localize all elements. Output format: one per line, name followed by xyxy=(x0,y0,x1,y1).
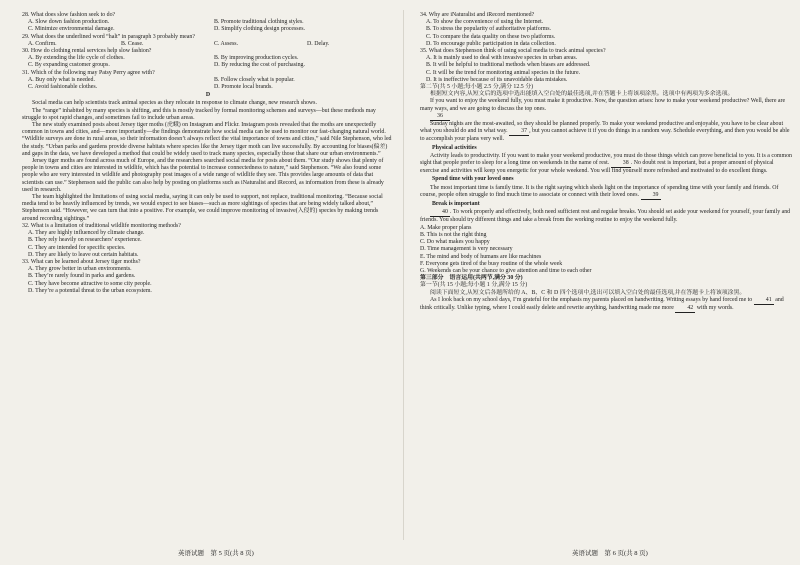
question-stem: 29. What does the underlined word “halt” in paragraph 3 probably mean? xyxy=(22,33,195,40)
footer-page-5: 英语试题 第 5 页(共 8 页) xyxy=(178,550,254,557)
option-b: B. They’re rarely found in parks and gardens. xyxy=(28,273,136,280)
text-segment: Sunday nights are the most-awaited, so they should be planned properly. To make your weekend productive and enjoyable, you have to be clear about what you should do and in what way. xyxy=(420,121,784,135)
text-segment: The most important time is family time. It is the right saying which sheds light on the importance of spending time with your family and friends. Of course, people often struggle to find much time to associate or connect with their loved ones. xyxy=(420,184,779,198)
passage-paragraph xyxy=(420,209,792,224)
text-segment: and think critically. Unlike typing, where I could easily delete and rewrite anything, handwriting made me more xyxy=(420,296,784,311)
option-a: A. Slow down fashion production. xyxy=(28,19,110,26)
question-31 xyxy=(22,70,394,92)
option-c: C. They are intended for specific species. xyxy=(28,244,126,251)
question-stem: 33. What can be learned about Jersey tiger moths? xyxy=(22,258,141,265)
option-d: D. By reducing the cost of purchasing. xyxy=(214,62,305,69)
option-b: B. They rely heavily on researchers’ experience. xyxy=(28,237,142,244)
question-stem: 35. What does Stephenson think of using social media to track animal species? xyxy=(420,48,606,55)
option-c: C. By expanding customer groups. xyxy=(28,62,110,69)
choice-b: B. This is not the right thing xyxy=(420,231,487,238)
option-d: D. They’re a potential threat to the urban ecosystem. xyxy=(28,287,152,294)
option-c: C. Assess. xyxy=(214,40,239,47)
choice-g: G. Weekends can be your chance to give attention and time to each other xyxy=(420,267,592,274)
left-page xyxy=(22,12,394,295)
choice-e: E. The mind and body of humans are like machines xyxy=(420,253,542,260)
option-d: D. Simplify clothing design processes. xyxy=(214,26,305,33)
passage-paragraph xyxy=(420,297,792,313)
option-b: B. By improving production cycles. xyxy=(214,55,299,62)
option-c: C. Minimize environmental damage. xyxy=(28,26,115,33)
option-c: C. To compare the data quality on these two platforms. xyxy=(426,33,556,40)
blank-38: 38 xyxy=(611,160,631,168)
passage-paragraph xyxy=(420,121,792,144)
question-30 xyxy=(22,48,394,70)
text-segment: with my words. xyxy=(696,304,734,311)
question-stem: 34. Why are iNaturalist and iRecord mentioned? xyxy=(420,12,535,18)
question-29 xyxy=(22,34,394,48)
passage-paragraph: Jersey tiger moths are found across much of Europe, and the researchers searched social media for posts about them. “Our study shows that plenty of people in towns and cities are interested in wildlife, which has the potential to increase connectedness to nature,” said Stephenson. “We also found some people who are very interested in wildlife and photography post images of a wide range of wildlife they see. This provides large amounts of data that scientists can use.” Stephenson said the public can also help by posting on platforms such as iNaturalist and iRecord, as information from these is already used in research. xyxy=(22,158,384,193)
subheading-physical-activities: Physical activities xyxy=(432,144,477,151)
text-segment: Activity leads to productivity. If you want to make your weekend productive, you must do those things which can prove beneficial to you. It is a common sight that people prefer to sleep for a long time on weekends in the name of rest. xyxy=(420,152,792,167)
blank-37: 37 xyxy=(509,128,529,136)
part-3-title: 第三部分 语言运用(共两节,满分 30 分) xyxy=(420,275,523,282)
option-d: D. They are likely to leave out certain habitats. xyxy=(28,251,139,258)
choice-f: F. Everyone gets tired of the busy routine of the whole week xyxy=(420,260,563,267)
choice-a: A. Make proper plans xyxy=(420,224,472,231)
choice-d: D. Time management is very necessary xyxy=(420,246,513,253)
option-a: A. Buy only what is needed. xyxy=(28,76,95,83)
blank-39: 39 xyxy=(641,192,661,200)
blank-36-line xyxy=(420,113,792,121)
option-b: B. Promote traditional clothing styles. xyxy=(214,19,304,26)
text-segment: . No doubt rest is important, but a proper amount of physical exercise and activities will keep you energetic for your whole weekend. You will find yourself more refreshed and motivated to do excellent things. xyxy=(420,160,774,175)
choice-c: C. Do what makes you happy xyxy=(420,239,490,246)
option-a: A. To show the convenience of using the Internet. xyxy=(426,19,544,26)
page-divider xyxy=(403,10,404,540)
option-a: A. It is mainly used to deal with invasive species in urban areas. xyxy=(426,55,578,62)
question-35 xyxy=(420,48,792,84)
text-segment: . To work properly and effectively, both need sufficient rest and regular breaks. You should set aside your weekend for yourself, your family and friends. You should try different things and take a break from the working routine to enjoy the weekend fully. xyxy=(420,209,791,224)
option-a: A. Confirm. xyxy=(28,40,57,47)
question-stem: 31. Which of the following may Patsy Perry agree with? xyxy=(22,69,155,76)
question-32 xyxy=(22,223,394,259)
option-d: D. It is ineffective because of its unavoidable data mistakes. xyxy=(426,76,568,83)
option-c: C. Avoid fashionable clothes. xyxy=(28,84,98,91)
section-2-title: 第二节(共 5 小题;每小题 2.5 分,满分 12.5 分) xyxy=(420,84,534,91)
passage-paragraph: The “range” inhabited by many species is shifting, and this is mostly tracked by formal monitoring schemes and surveys—but these methods may struggle to spot rapid changes, and sometimes fail to include urban areas. xyxy=(22,107,376,121)
question-28 xyxy=(22,12,394,34)
option-d: D. To encourage public participation in data collection. xyxy=(426,40,556,47)
option-a: A. They are highly influenced by climate change. xyxy=(28,230,145,237)
text-segment: As I look back on my school days, I’m grateful for the emphasis my parents placed on handwriting. Writing essays by hand forced me to xyxy=(430,296,753,303)
passage-d xyxy=(22,100,394,222)
question-33 xyxy=(22,259,394,295)
question-stem: 28. What does slow fashion seek to do? xyxy=(22,12,116,18)
part-3-subtitle: 第一节(共 15 小题;每小题 1 分,满分 15 分) xyxy=(420,282,528,289)
option-b: B. Follow closely what is popular. xyxy=(214,76,295,83)
part-3-instructions: 阅读下面短文,从短文后各题所给的 A、B、C 和 D 四个选项中,选出可以填入空白处的最佳选项,并在答题卡上将该项涂黑。 xyxy=(430,289,746,296)
text-segment: , but you cannot achieve it if you do things in a random way. Schedule everything, and then you would be able to accomplish your plans very well. xyxy=(420,128,790,143)
subheading-loved-ones: Spend time with your loved ones xyxy=(432,176,514,183)
subheading-break: Break is important xyxy=(432,201,480,208)
option-c: C. They have become attractive to some city people. xyxy=(28,280,152,287)
passage-paragraph: The new study examined posts about Jersey tiger moths (虎蛾) on Instagram and Flickr. Instagram posts revealed that the moths are unexpectedly common in towns and cities, and—more importantly—the findings demonstrate how social media can be used to monitor our fast-changing natural world. “Wildlife surveys are done in rural areas, so their information doesn’t always reflect the vital importance of towns and cities,” said Nile Stephenson, who led the study. “Urban parks and gardens provide diverse habitats where species like the Jersey tiger moth can live successfully. By accounting for biases(偏差) and gaps in the data, we have developed a method that could be widely used to track many species, especially those that share our urban environments.” xyxy=(22,122,392,157)
passage-paragraph: The team highlighted the limitations of using social media, saying it can only be used to support, not replace, traditional monitoring. “Because social media tend to be heavily influenced by trends, we would expect to see biases—such as more sightings of species that are being widely talked about,” Stephenson said. “However, we can turn that into a positive. For example, we could improve monitoring of invasive(入侵的) species by making trends around recording sightings.” xyxy=(22,194,383,222)
option-b: B. It will be helpful to traditional methods when biases are addressed. xyxy=(426,62,591,69)
option-a: A. They grow better in urban environments. xyxy=(28,266,132,273)
blank-42: 42 xyxy=(675,305,695,313)
footer-page-6: 英语试题 第 6 页(共 8 页) xyxy=(572,550,648,557)
question-34 xyxy=(420,12,792,48)
choice-list xyxy=(420,225,792,275)
right-page xyxy=(420,12,792,313)
section-d-heading: D xyxy=(205,92,211,99)
passage-paragraph: If you want to enjoy the weekend fully, you must make it productive. Now, the question arises: how to make your weekend productive? Well, there are many ways, and we are going to discuss the top ones. xyxy=(420,98,786,112)
blank-41: 41 xyxy=(754,297,774,305)
option-a: A. By extending the life cycle of clothes. xyxy=(28,55,125,62)
option-b: B. Cease. xyxy=(121,40,144,47)
section-2-instructions: 根据短文内容,从短文后的选项中选出能填入空白处的最佳选项,并在答题卡上将该项涂黑。选项中有两项为多余选项。 xyxy=(430,91,734,98)
option-d: D. Promote local brands. xyxy=(214,84,273,91)
question-stem: 32. What is a limitation of traditional wildlife monitoring methods? xyxy=(22,222,181,229)
option-b: B. To stress the popularity of authoritative platforms. xyxy=(426,26,551,33)
passage-paragraph xyxy=(420,153,792,176)
question-stem: 30. How do clothing rental services help slow fashion? xyxy=(22,48,152,55)
option-c: C. It will be the trend for monitoring animal species in the future. xyxy=(426,69,581,76)
option-d: D. Delay. xyxy=(307,40,330,47)
passage-paragraph: Social media can help scientists track animal species as they relocate in response to climate change, new research shows. xyxy=(32,100,317,107)
blank-36: 36 xyxy=(430,113,450,121)
passage-paragraph xyxy=(420,185,792,200)
blank-40: 40 xyxy=(430,209,450,217)
